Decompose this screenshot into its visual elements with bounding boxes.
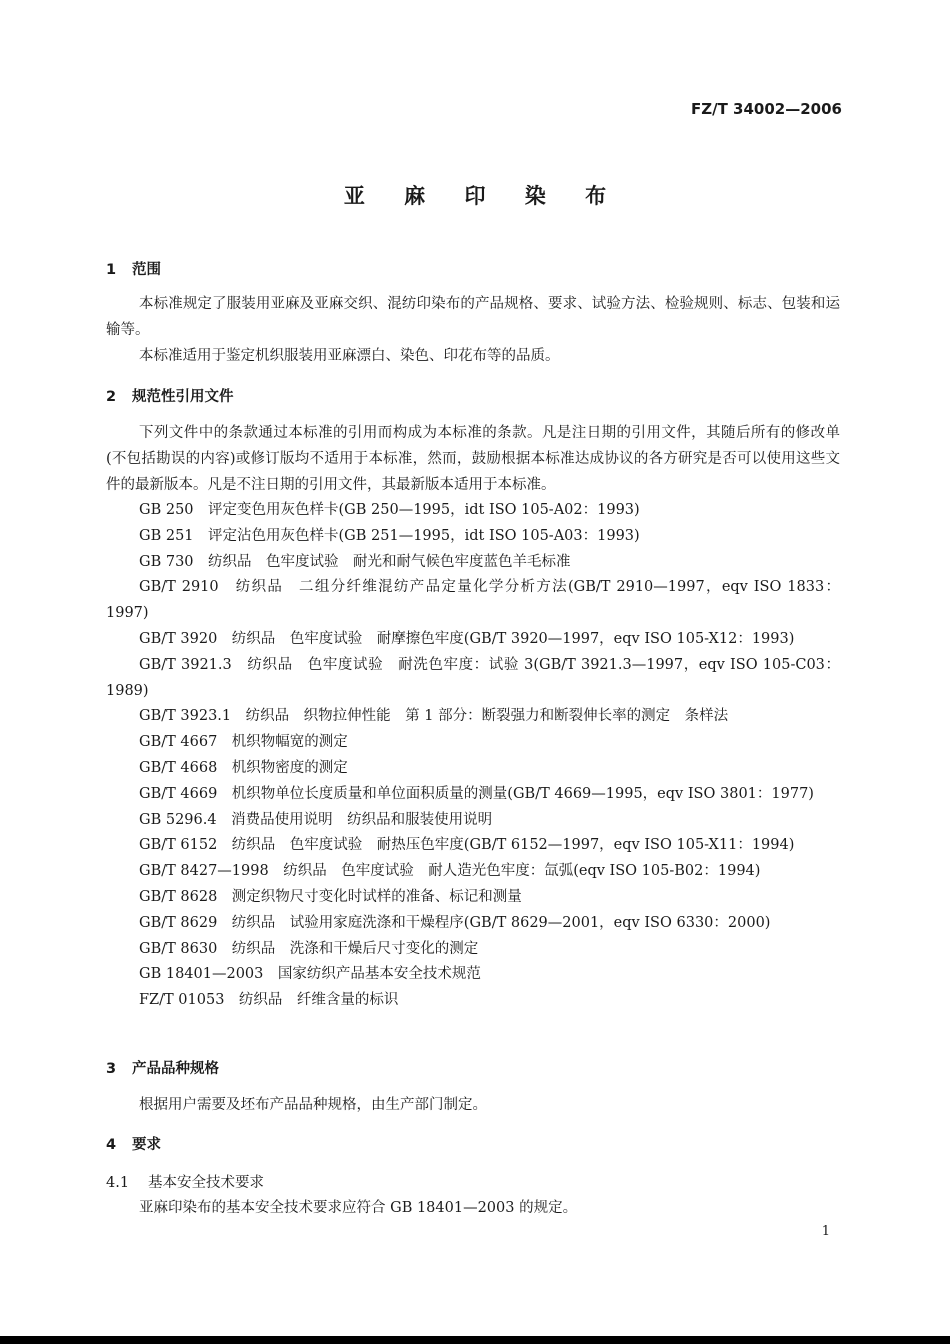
reference-item: GB 18401—2003 国家纺织产品基本安全技术规范 bbox=[139, 966, 481, 983]
reference-list bbox=[106, 498, 840, 1014]
section-number: 2 bbox=[106, 389, 117, 405]
reference-item: GB/T 4669 机织物单位长度质量和单位面积质量的测量(GB/T 4669—1995，eqv ISO 3801：1977) bbox=[139, 785, 814, 802]
reference-item: GB/T 4668 机织物密度的测定 bbox=[139, 759, 348, 776]
subsection-4-1-heading bbox=[106, 1171, 264, 1192]
reference-item: GB/T 3921.3 纺织品 色牢度试验 耐洗色牢度：试验 3(GB/T 3921.3—1997，eqv ISO 105-C03：1989) bbox=[106, 656, 840, 699]
section-2-intro: 下列文件中的条款通过本标准的引用而构成为本标准的条款。凡是注日期的引用文件，其随后所有的修改单(不包括勘误的内容)或修订版均不适用于本标准，然而，鼓励根据本标准达成协议的各方研究是否可以使用这些文件的最新版本。凡是不注日期的引用文件，其最新版本适用于本标准。 bbox=[106, 425, 840, 493]
section-number: 1 bbox=[106, 262, 117, 278]
page-number: 1 bbox=[821, 1224, 830, 1239]
reference-item: GB/T 8628 测定织物尺寸变化时试样的准备、标记和测量 bbox=[139, 888, 522, 905]
reference-item: GB 250 评定变色用灰色样卡(GB 250—1995，idt ISO 105-A02：1993) bbox=[139, 502, 640, 518]
bottom-border bbox=[0, 1336, 950, 1344]
reference-item: GB/T 6152 纺织品 色牢度试验 耐热压色牢度(GB/T 6152—1997，eqv ISO 105-X11：1994) bbox=[139, 837, 795, 854]
reference-item: GB 251 评定沾色用灰色样卡(GB 251—1995，idt ISO 105-A03：1993) bbox=[139, 527, 640, 544]
section-number: 4 bbox=[106, 1137, 117, 1153]
section-title: 范围 bbox=[132, 262, 161, 278]
reference-item: GB 730 纺织品 色牢度试验 耐光和耐气候色牢度蓝色羊毛标准 bbox=[139, 553, 571, 570]
subsection-number: 4.1 bbox=[106, 1175, 130, 1191]
subsection-4-1-paragraph: 亚麻印染布的基本安全技术要求应符合 GB 18401—2003 的规定。 bbox=[139, 1200, 578, 1216]
reference-item: GB/T 4667 机织物幅宽的测定 bbox=[139, 734, 348, 751]
reference-item: GB/T 3923.1 纺织品 织物拉伸性能 第 1 部分：断裂强力和断裂伸长率的测定 条样法 bbox=[139, 708, 729, 725]
section-1-paragraph: 本标准规定了服装用亚麻及亚麻交织、混纺印染布的产品规格、要求、试验方法、检验规则、标志、包装和运输等。 bbox=[106, 296, 840, 338]
reference-item: GB/T 2910 纺织品 二组分纤维混纺产品定量化学分析方法(GB/T 2910—1997，eqv ISO 1833：1997) bbox=[106, 579, 840, 622]
reference-item: GB/T 3920 纺织品 色牢度试验 耐摩擦色牢度(GB/T 3920—1997，eqv ISO 105-X12：1993) bbox=[139, 630, 795, 647]
section-3-heading bbox=[106, 1057, 219, 1078]
section-1-heading bbox=[106, 258, 161, 279]
section-title: 要求 bbox=[132, 1137, 161, 1153]
section-number: 3 bbox=[106, 1061, 117, 1077]
reference-item: GB/T 8630 纺织品 洗涤和干燥后尺寸变化的测定 bbox=[139, 940, 479, 957]
section-title: 产品品种规格 bbox=[132, 1061, 219, 1077]
subsection-title: 基本安全技术要求 bbox=[148, 1175, 264, 1191]
document-title: 亚 麻 印 染 布 bbox=[343, 184, 623, 208]
section-1-paragraph: 本标准适用于鉴定机织服装用亚麻漂白、染色、印花布等的品质。 bbox=[139, 348, 560, 364]
reference-item: GB/T 8427—1998 纺织品 色牢度试验 耐人造光色牢度：氙弧(eqv ISO 105-B02：1994) bbox=[139, 863, 761, 880]
reference-item: GB 5296.4 消费品使用说明 纺织品和服装使用说明 bbox=[139, 811, 493, 828]
section-4-heading bbox=[106, 1133, 161, 1154]
reference-item: FZ/T 01053 纺织品 纤维含量的标识 bbox=[139, 992, 399, 1009]
section-2-heading bbox=[106, 385, 234, 406]
reference-item: GB/T 8629 纺织品 试验用家庭洗涤和干燥程序(GB/T 8629—2001，eqv ISO 6330：2000) bbox=[139, 914, 771, 931]
standard-number: FZ/T 34002—2006 bbox=[691, 100, 842, 118]
section-title: 规范性引用文件 bbox=[132, 389, 234, 405]
section-3-paragraph: 根据用户需要及坯布产品品种规格，由生产部门制定。 bbox=[139, 1097, 487, 1113]
